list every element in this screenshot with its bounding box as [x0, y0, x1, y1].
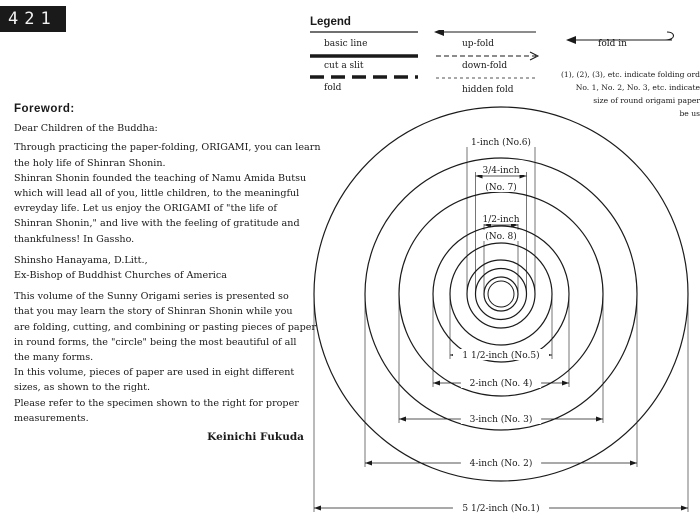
size-label-3: 3-inch (No. 3): [469, 415, 533, 425]
intro-line: which will lead all of you, little children, to the meaningful: [14, 188, 300, 200]
dimension-arrow-right: [562, 381, 569, 386]
body-line: the many forms.: [14, 352, 94, 364]
dimension-arrow-left: [365, 461, 372, 466]
legend-down-fold-label: down-fold: [462, 61, 508, 71]
size-sublabel-8: (No. 8): [485, 232, 517, 242]
size-label-2: 4-inch (No. 2): [469, 459, 533, 469]
legend-fold-in-label: fold in: [598, 39, 627, 49]
greeting-line: Dear Children of the Buddha:: [14, 123, 158, 135]
size-label-6: 1-inch (No.6): [471, 138, 531, 148]
legend-note-line: No. 1, No. 2, No. 3, etc. indicate: [575, 83, 700, 92]
body-line: This volume of the Sunny Origami series is presented so: [14, 291, 289, 303]
dimension-4: [433, 294, 569, 389]
size-label-7: 3/4-inch: [482, 166, 520, 176]
foreword-heading: Foreword:: [14, 103, 75, 115]
dimension-arrow-right: [596, 417, 603, 422]
intro-line: the holy life of Shinran Shonin.: [14, 157, 166, 169]
body-line: In this volume, pieces of paper are used in eight different: [14, 367, 295, 379]
size-label-4: 2-inch (No. 4): [469, 379, 533, 389]
body-line: in round forms, the "circle" being the most beautiful of all: [14, 336, 297, 348]
body-line: are folding, cutting, and combining or pasting pieces of paper: [14, 321, 317, 333]
dimension-8: [477, 213, 525, 294]
dimension-arrow-left: [399, 417, 406, 422]
body-line: that you may learn the story of Shinran Shonin while you: [14, 306, 293, 318]
body-line: measurements.: [14, 412, 89, 424]
author-name: Shinsho Hanayama, D.Litt.,: [14, 254, 148, 266]
dimension-arrow-left: [314, 506, 321, 511]
page-number: 421: [0, 6, 66, 32]
legend-note-line: size of round origami paper: [593, 96, 700, 105]
intro-line: thankfulness! In Gassho.: [14, 233, 135, 245]
center-ring: [488, 281, 514, 307]
size-circle-5: [450, 243, 552, 345]
intro-line: Shinran Shonin founded the teaching of Namu Amida Butsu: [14, 172, 307, 184]
size-label-8: 1/2-inch: [482, 215, 520, 225]
legend-cut-slit-label: cut a slit: [324, 61, 364, 71]
dimension-arrow-right: [681, 506, 688, 511]
author-title: Ex-Bishop of Buddhist Churches of America: [14, 270, 227, 282]
signature: Keinichi Fukuda: [207, 431, 304, 444]
size-circle-6: [467, 260, 535, 328]
size-circle-7: [476, 269, 527, 320]
legend-note-line: be us: [679, 109, 700, 118]
intro-line: Through practicing the paper-folding, ORIGAMI, you can learn: [14, 142, 321, 154]
size-circle-8: [484, 277, 518, 311]
legend-up-fold-label: up-fold: [462, 39, 494, 49]
legend-basic-line-label: basic line: [324, 39, 368, 49]
size-label-5: 1 1/2-inch (No.5): [462, 351, 540, 361]
dimension-arrow-right: [630, 461, 637, 466]
legend-title: Legend: [310, 16, 351, 28]
size-circle-4: [433, 226, 569, 362]
dimension-arrow-left: [433, 381, 440, 386]
legend-fold-label: fold: [324, 83, 342, 93]
intro-line: Shinran Shonin," and live with the feeling of gratitude and: [14, 218, 300, 230]
size-circle-2: [365, 158, 637, 430]
legend-hidden-fold-label: hidden fold: [462, 85, 514, 95]
intro-line: evreyday life. Let us enjoy the ORIGAMI of "the life of: [14, 203, 277, 215]
body-line: Please refer to the specimen shown to the right for proper: [14, 397, 299, 409]
size-sublabel-7: (No. 7): [485, 183, 517, 193]
legend-note-line: (1), (2), (3), etc. indicate folding ord: [560, 70, 700, 79]
body-line: sizes, as shown to the right.: [14, 382, 151, 394]
size-label-1: 5 1/2-inch (No.1): [462, 504, 540, 514]
